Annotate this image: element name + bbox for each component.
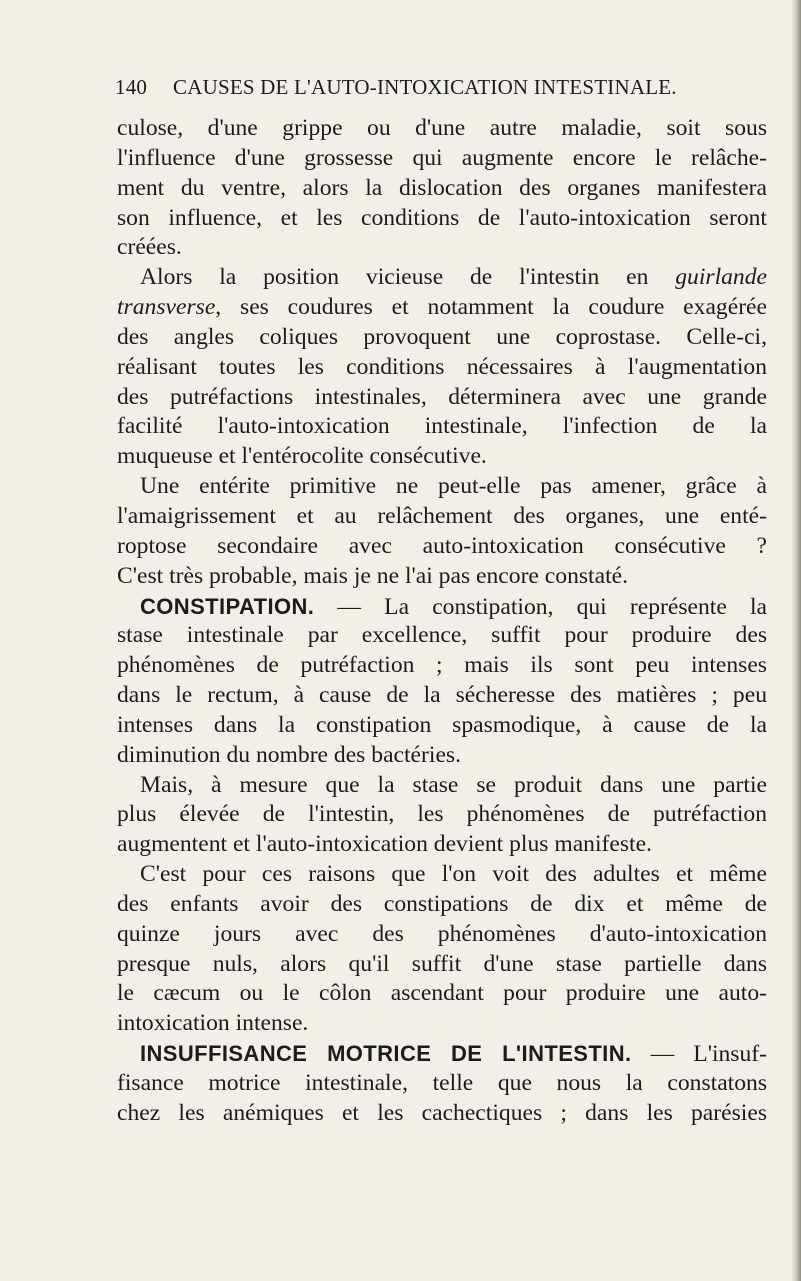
text-line: ment du ventre, alors la dislocation des organes manifestera [117,174,767,201]
text-line: culose, d'une grippe ou d'une autre maladie, soit sous [117,115,767,141]
text-line: phénomènes de putréfaction ; mais ils sont peu intenses [117,652,767,679]
text-line: intoxication intense. [117,1010,309,1037]
italic-term: transverse [117,294,216,321]
text-line: Une entérite primitive ne peut-elle pas amener, grâce à [140,473,767,500]
text-line: des enfants avoir des constipations de dix et même de [117,890,767,917]
text-line: presque nuls, alors qu'il suffit d'une stase partielle dans [117,950,767,977]
text-line: le cæcum ou le côlon ascendant pour produire une auto- [117,980,767,1007]
text-line: quinze jours avec des phénomènes d'auto-intoxication [117,920,767,947]
text-segment: — La constipation, qui représente la [314,593,767,620]
text-line: roptose secondaire avec auto-intoxication consécutive ? [117,532,767,559]
body-text [117,114,767,1129]
text-line [117,293,767,323]
text-line [117,263,767,293]
text-line: C'est pour ces raisons que l'on voit des adultes et même [140,861,767,888]
text-line: chez les anémiques et les cachectiques ; dans les parésies [117,1099,767,1126]
text-line: facilité l'auto-intoxication intestinale, l'infection de la [117,413,767,440]
text-line: Mais, à mesure que la stase se produit dans une partie [140,771,767,798]
text-line: augmentent et l'auto-intoxication devient plus manifeste. [117,831,652,858]
text-line: stase intestinale par excellence, suffit pour produire des [117,622,767,649]
text-line: créées. [117,234,182,261]
text-line [117,1039,767,1069]
section-heading: CONSTIPATION. [140,593,315,619]
text-line: l'amaigrissement et au relâchement des organes, une enté- [117,502,767,529]
running-head [115,75,675,100]
page-number: 140 [115,75,148,99]
text-line: fisance motrice intestinale, telle que nous la constatons [117,1070,767,1096]
text-line: des angles coliques provoquent une coprostase. Celle-ci, [117,323,767,350]
text-segment: Alors la position vicieuse de l'intestin en [140,264,676,291]
text-line: C'est très probable, mais je ne l'ai pas encore constaté. [117,562,628,589]
text-line [117,592,767,622]
text-line: plus élevée de l'intestin, les phénomènes de putréfaction [117,801,767,828]
text-line: intenses dans la constipation spasmodique, à cause de la [117,711,767,738]
text-segment: , ses coudures et notamment la coudure exagérée [215,294,767,321]
text-line: l'influence d'une grossesse qui augmente encore le relâche- [117,144,767,171]
running-title: CAUSES DE L'AUTO-INTOXICATION INTESTINALE. [173,75,677,99]
text-line: dans le rectum, à cause de la sécheresse des matières ; peu [117,682,767,709]
text-line: des putréfactions intestinales, déterminera avec une grande [117,383,767,410]
text-segment: — L'insuf- [631,1041,767,1068]
section-heading: INSUFFISANCE MOTRICE DE L'INTESTIN. [140,1041,632,1067]
text-line: réalisant toutes les conditions nécessaires à l'augmentation [117,353,767,380]
text-line: muqueuse et l'entérocolite consécutive. [117,443,487,470]
text-line: son influence, et les conditions de l'auto-intoxication seront [117,204,767,231]
page-edge [791,0,801,1281]
text-line: diminution du nombre des bactéries. [117,741,461,768]
italic-term: guirlande [675,264,767,291]
